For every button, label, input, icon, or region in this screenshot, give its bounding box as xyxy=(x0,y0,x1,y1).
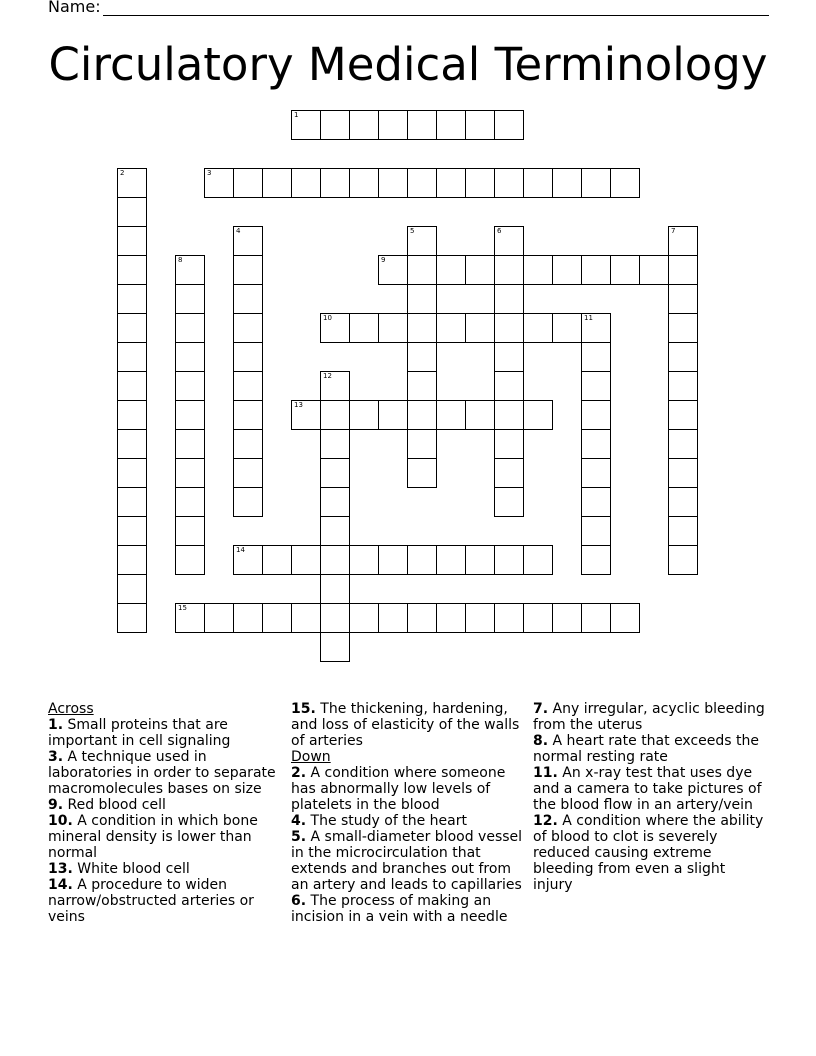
grid-cell[interactable] xyxy=(378,603,408,633)
grid-cell[interactable] xyxy=(349,603,379,633)
grid-cell[interactable] xyxy=(465,313,495,343)
clue xyxy=(48,717,284,749)
grid-cell[interactable] xyxy=(668,400,698,430)
grid-cell[interactable] xyxy=(378,400,408,430)
clue-number-label: 5. xyxy=(291,829,307,845)
grid-cell[interactable] xyxy=(117,487,147,517)
grid-cell[interactable] xyxy=(407,255,437,285)
grid-cell[interactable] xyxy=(523,400,553,430)
grid-cell[interactable] xyxy=(523,168,553,198)
clue-number: 8 xyxy=(178,256,183,264)
grid-cell[interactable] xyxy=(378,313,408,343)
grid-cell[interactable] xyxy=(233,168,263,198)
clue-text: An x-ray test that uses dye and a camera to take pictures of the blood flow in an artery/vein xyxy=(533,765,762,813)
grid-cell[interactable] xyxy=(407,226,437,256)
grid-cell[interactable] xyxy=(320,429,350,459)
clue-number-label: 7. xyxy=(533,701,549,717)
grid-cell[interactable] xyxy=(233,487,263,517)
grid-cell[interactable] xyxy=(117,197,147,227)
grid-cell[interactable] xyxy=(523,545,553,575)
clue-number-label: 12. xyxy=(533,813,558,829)
grid-cell[interactable] xyxy=(581,458,611,488)
grid-cell[interactable] xyxy=(378,545,408,575)
grid-cell[interactable] xyxy=(465,168,495,198)
clue-number-label: 15. xyxy=(291,701,316,717)
page-title: Circulatory Medical Terminology xyxy=(48,38,768,91)
grid-cell[interactable] xyxy=(668,458,698,488)
clue-text: A small-diameter blood vessel in the microcirculation that extends and branches out from an artery and leads to capillaries xyxy=(291,829,523,893)
clue-number: 1 xyxy=(294,111,299,119)
grid-cell[interactable] xyxy=(233,429,263,459)
clue xyxy=(533,733,765,765)
grid-cell[interactable] xyxy=(262,603,292,633)
grid-cell[interactable] xyxy=(436,400,466,430)
grid-cell[interactable] xyxy=(407,458,437,488)
clue-number: 5 xyxy=(410,227,415,235)
grid-cell[interactable] xyxy=(668,255,698,285)
grid-cell[interactable] xyxy=(175,400,205,430)
grid-cell[interactable] xyxy=(378,168,408,198)
clue xyxy=(533,701,765,733)
clue-number-label: 14. xyxy=(48,877,73,893)
grid-cell[interactable] xyxy=(233,400,263,430)
grid-cell[interactable] xyxy=(494,603,524,633)
grid-cell[interactable] xyxy=(320,603,350,633)
grid-cell[interactable] xyxy=(117,284,147,314)
clue-number: 3 xyxy=(207,169,212,177)
grid-cell[interactable] xyxy=(378,110,408,140)
grid-cell[interactable] xyxy=(668,487,698,517)
clue-text: The study of the heart xyxy=(306,813,467,829)
grid-cell[interactable] xyxy=(668,371,698,401)
grid-cell[interactable] xyxy=(639,255,669,285)
grid-cell[interactable] xyxy=(175,516,205,546)
grid-cell[interactable] xyxy=(465,400,495,430)
grid-cell[interactable] xyxy=(204,168,234,198)
name-label: Name: xyxy=(48,0,101,16)
grid-cell[interactable] xyxy=(494,487,524,517)
clue xyxy=(48,877,284,925)
clue-number-label: 13. xyxy=(48,861,73,877)
grid-cell[interactable] xyxy=(552,168,582,198)
clue-text: A condition in which bone mineral density is lower than normal xyxy=(48,813,258,861)
grid-cell[interactable] xyxy=(117,255,147,285)
clue-number: 14 xyxy=(236,546,245,554)
grid-cell[interactable] xyxy=(175,458,205,488)
clue xyxy=(291,701,525,749)
grid-cell[interactable] xyxy=(320,632,350,662)
clue-text: Red blood cell xyxy=(63,797,166,813)
grid-cell[interactable] xyxy=(175,545,205,575)
grid-cell[interactable] xyxy=(465,603,495,633)
grid-cell[interactable] xyxy=(175,429,205,459)
grid-cell[interactable] xyxy=(349,545,379,575)
grid-cell[interactable] xyxy=(407,603,437,633)
grid-cell[interactable] xyxy=(494,429,524,459)
grid-cell[interactable] xyxy=(117,342,147,372)
grid-cell[interactable] xyxy=(175,487,205,517)
grid-cell[interactable] xyxy=(349,400,379,430)
grid-cell[interactable] xyxy=(610,255,640,285)
grid-cell[interactable] xyxy=(581,342,611,372)
grid-cell[interactable] xyxy=(523,603,553,633)
clue-number: 15 xyxy=(178,604,187,612)
grid-cell[interactable] xyxy=(291,603,321,633)
grid-cell[interactable] xyxy=(407,400,437,430)
clue xyxy=(291,893,525,925)
grid-cell[interactable] xyxy=(117,603,147,633)
grid-cell[interactable] xyxy=(668,284,698,314)
clue xyxy=(48,749,284,797)
grid-cell[interactable] xyxy=(233,458,263,488)
grid-cell[interactable] xyxy=(465,545,495,575)
grid-cell[interactable] xyxy=(581,255,611,285)
clue-number-label: 4. xyxy=(291,813,307,829)
grid-cell[interactable] xyxy=(204,603,234,633)
grid-cell[interactable] xyxy=(233,284,263,314)
clue-text: The process of making an incision in a vein with a needle xyxy=(291,893,508,925)
down-heading: Down xyxy=(291,749,331,765)
grid-cell[interactable] xyxy=(117,226,147,256)
grid-cell[interactable] xyxy=(320,545,350,575)
grid-cell[interactable] xyxy=(581,545,611,575)
across-clue-list xyxy=(48,717,284,925)
grid-cell[interactable] xyxy=(494,110,524,140)
grid-cell[interactable] xyxy=(117,400,147,430)
grid-cell[interactable] xyxy=(117,574,147,604)
grid-cell[interactable] xyxy=(494,255,524,285)
clue-number: 10 xyxy=(323,314,332,322)
grid-cell[interactable] xyxy=(668,516,698,546)
grid-cell[interactable] xyxy=(320,487,350,517)
grid-cell[interactable] xyxy=(175,371,205,401)
grid-cell[interactable] xyxy=(668,226,698,256)
grid-cell[interactable] xyxy=(320,371,350,401)
clue-number-label: 9. xyxy=(48,797,64,813)
grid-cell[interactable] xyxy=(233,313,263,343)
grid-cell[interactable] xyxy=(320,458,350,488)
grid-cell[interactable] xyxy=(581,429,611,459)
grid-cell[interactable] xyxy=(494,284,524,314)
grid-cell[interactable] xyxy=(436,603,466,633)
grid-cell[interactable] xyxy=(117,313,147,343)
clue-number: 4 xyxy=(236,227,241,235)
grid-cell[interactable] xyxy=(552,603,582,633)
clue xyxy=(291,765,525,813)
clue-number-label: 11. xyxy=(533,765,558,781)
grid-cell[interactable] xyxy=(581,313,611,343)
grid-cell[interactable] xyxy=(320,110,350,140)
grid-cell[interactable] xyxy=(349,110,379,140)
clue xyxy=(533,813,765,893)
clue-number: 13 xyxy=(294,401,303,409)
clue-text: The thickening, hardening, and loss of elasticity of the walls of arteries xyxy=(291,701,520,749)
grid-cell[interactable] xyxy=(320,574,350,604)
grid-cell[interactable] xyxy=(233,255,263,285)
grid-cell[interactable] xyxy=(407,545,437,575)
grid-cell[interactable] xyxy=(494,545,524,575)
grid-cell[interactable] xyxy=(291,400,321,430)
clue-number-label: 8. xyxy=(533,733,549,749)
grid-cell[interactable] xyxy=(494,342,524,372)
clue-number-label: 1. xyxy=(48,717,64,733)
clue xyxy=(291,829,525,893)
grid-cell[interactable] xyxy=(494,400,524,430)
grid-cell[interactable] xyxy=(581,168,611,198)
clue xyxy=(48,797,284,813)
clue-number: 11 xyxy=(584,314,593,322)
grid-cell[interactable] xyxy=(262,545,292,575)
clue-text: White blood cell xyxy=(72,861,190,877)
grid-cell[interactable] xyxy=(668,313,698,343)
grid-cell[interactable] xyxy=(407,168,437,198)
grid-cell[interactable] xyxy=(523,313,553,343)
across-clue-list-continued xyxy=(291,701,525,749)
grid-cell[interactable] xyxy=(320,400,350,430)
grid-cell[interactable] xyxy=(117,545,147,575)
grid-cell[interactable] xyxy=(581,516,611,546)
clue-text: A heart rate that exceeds the normal resting rate xyxy=(533,733,760,765)
down-clue-list-continued xyxy=(533,701,765,893)
grid-cell[interactable] xyxy=(552,255,582,285)
grid-cell[interactable] xyxy=(233,226,263,256)
clues-column-3 xyxy=(533,701,765,893)
grid-cell[interactable] xyxy=(407,284,437,314)
grid-cell[interactable] xyxy=(494,371,524,401)
clue-text: Small proteins that are important in cell signaling xyxy=(48,717,231,749)
clues-column-1 xyxy=(48,701,284,925)
grid-cell[interactable] xyxy=(494,168,524,198)
grid-cell[interactable] xyxy=(233,545,263,575)
grid-cell[interactable] xyxy=(117,429,147,459)
grid-cell[interactable] xyxy=(175,342,205,372)
grid-cell[interactable] xyxy=(291,168,321,198)
grid-cell[interactable] xyxy=(117,371,147,401)
clue xyxy=(291,813,525,829)
clue-number-label: 2. xyxy=(291,765,307,781)
clue-text: A condition where someone has abnormally low levels of platelets in the blood xyxy=(291,765,506,813)
grid-cell[interactable] xyxy=(349,313,379,343)
clue-text: A procedure to widen narrow/obstructed arteries or veins xyxy=(48,877,254,925)
clue xyxy=(48,813,284,861)
grid-cell[interactable] xyxy=(407,342,437,372)
grid-cell[interactable] xyxy=(581,487,611,517)
clue-number: 9 xyxy=(381,256,386,264)
clue-number-label: 3. xyxy=(48,749,64,765)
clues-column-2 xyxy=(291,701,525,925)
grid-cell[interactable] xyxy=(581,603,611,633)
clue-number: 7 xyxy=(671,227,676,235)
grid-cell[interactable] xyxy=(610,168,640,198)
grid-cell[interactable] xyxy=(436,168,466,198)
grid-cell[interactable] xyxy=(407,313,437,343)
clue-number-label: 10. xyxy=(48,813,73,829)
grid-cell[interactable] xyxy=(291,545,321,575)
clue-number: 2 xyxy=(120,169,125,177)
grid-cell[interactable] xyxy=(117,516,147,546)
grid-cell[interactable] xyxy=(465,110,495,140)
grid-cell[interactable] xyxy=(494,458,524,488)
grid-cell[interactable] xyxy=(523,255,553,285)
grid-cell[interactable] xyxy=(407,429,437,459)
grid-cell[interactable] xyxy=(610,603,640,633)
grid-cell[interactable] xyxy=(436,545,466,575)
grid-cell[interactable] xyxy=(233,603,263,633)
grid-cell[interactable] xyxy=(175,284,205,314)
grid-cell[interactable] xyxy=(668,545,698,575)
grid-cell[interactable] xyxy=(117,168,147,198)
down-clue-list xyxy=(291,765,525,925)
clue-text: A condition where the ability of blood to clot is severely reduced causing extreme bleeding from even a slight injury xyxy=(533,813,764,893)
grid-cell[interactable] xyxy=(378,255,408,285)
grid-cell[interactable] xyxy=(407,371,437,401)
clue-text: Any irregular, acyclic bleeding from the uterus xyxy=(533,701,765,733)
grid-cell[interactable] xyxy=(291,110,321,140)
grid-cell[interactable] xyxy=(320,168,350,198)
grid-cell[interactable] xyxy=(349,168,379,198)
grid-cell[interactable] xyxy=(175,313,205,343)
grid-cell[interactable] xyxy=(320,313,350,343)
clue xyxy=(533,765,765,813)
grid-cell[interactable] xyxy=(117,458,147,488)
grid-cell[interactable] xyxy=(465,255,495,285)
grid-cell[interactable] xyxy=(552,313,582,343)
clue-number: 12 xyxy=(323,372,332,380)
grid-cell[interactable] xyxy=(581,371,611,401)
across-heading: Across xyxy=(48,701,94,717)
clue-number: 6 xyxy=(497,227,502,235)
grid-cell[interactable] xyxy=(668,342,698,372)
grid-cell[interactable] xyxy=(233,342,263,372)
grid-cell[interactable] xyxy=(233,371,263,401)
clue-number-label: 6. xyxy=(291,893,307,909)
grid-cell[interactable] xyxy=(494,226,524,256)
clue xyxy=(48,861,284,877)
clue-text: A technique used in laboratories in order to separate macromolecules bases on size xyxy=(48,749,276,797)
grid-cell[interactable] xyxy=(436,313,466,343)
grid-cell[interactable] xyxy=(436,110,466,140)
grid-cell[interactable] xyxy=(175,603,205,633)
grid-cell[interactable] xyxy=(436,255,466,285)
grid-cell[interactable] xyxy=(668,429,698,459)
grid-cell[interactable] xyxy=(494,313,524,343)
grid-cell[interactable] xyxy=(262,168,292,198)
grid-cell[interactable] xyxy=(320,516,350,546)
grid-cell[interactable] xyxy=(581,400,611,430)
grid-cell[interactable] xyxy=(175,255,205,285)
grid-cell[interactable] xyxy=(407,110,437,140)
